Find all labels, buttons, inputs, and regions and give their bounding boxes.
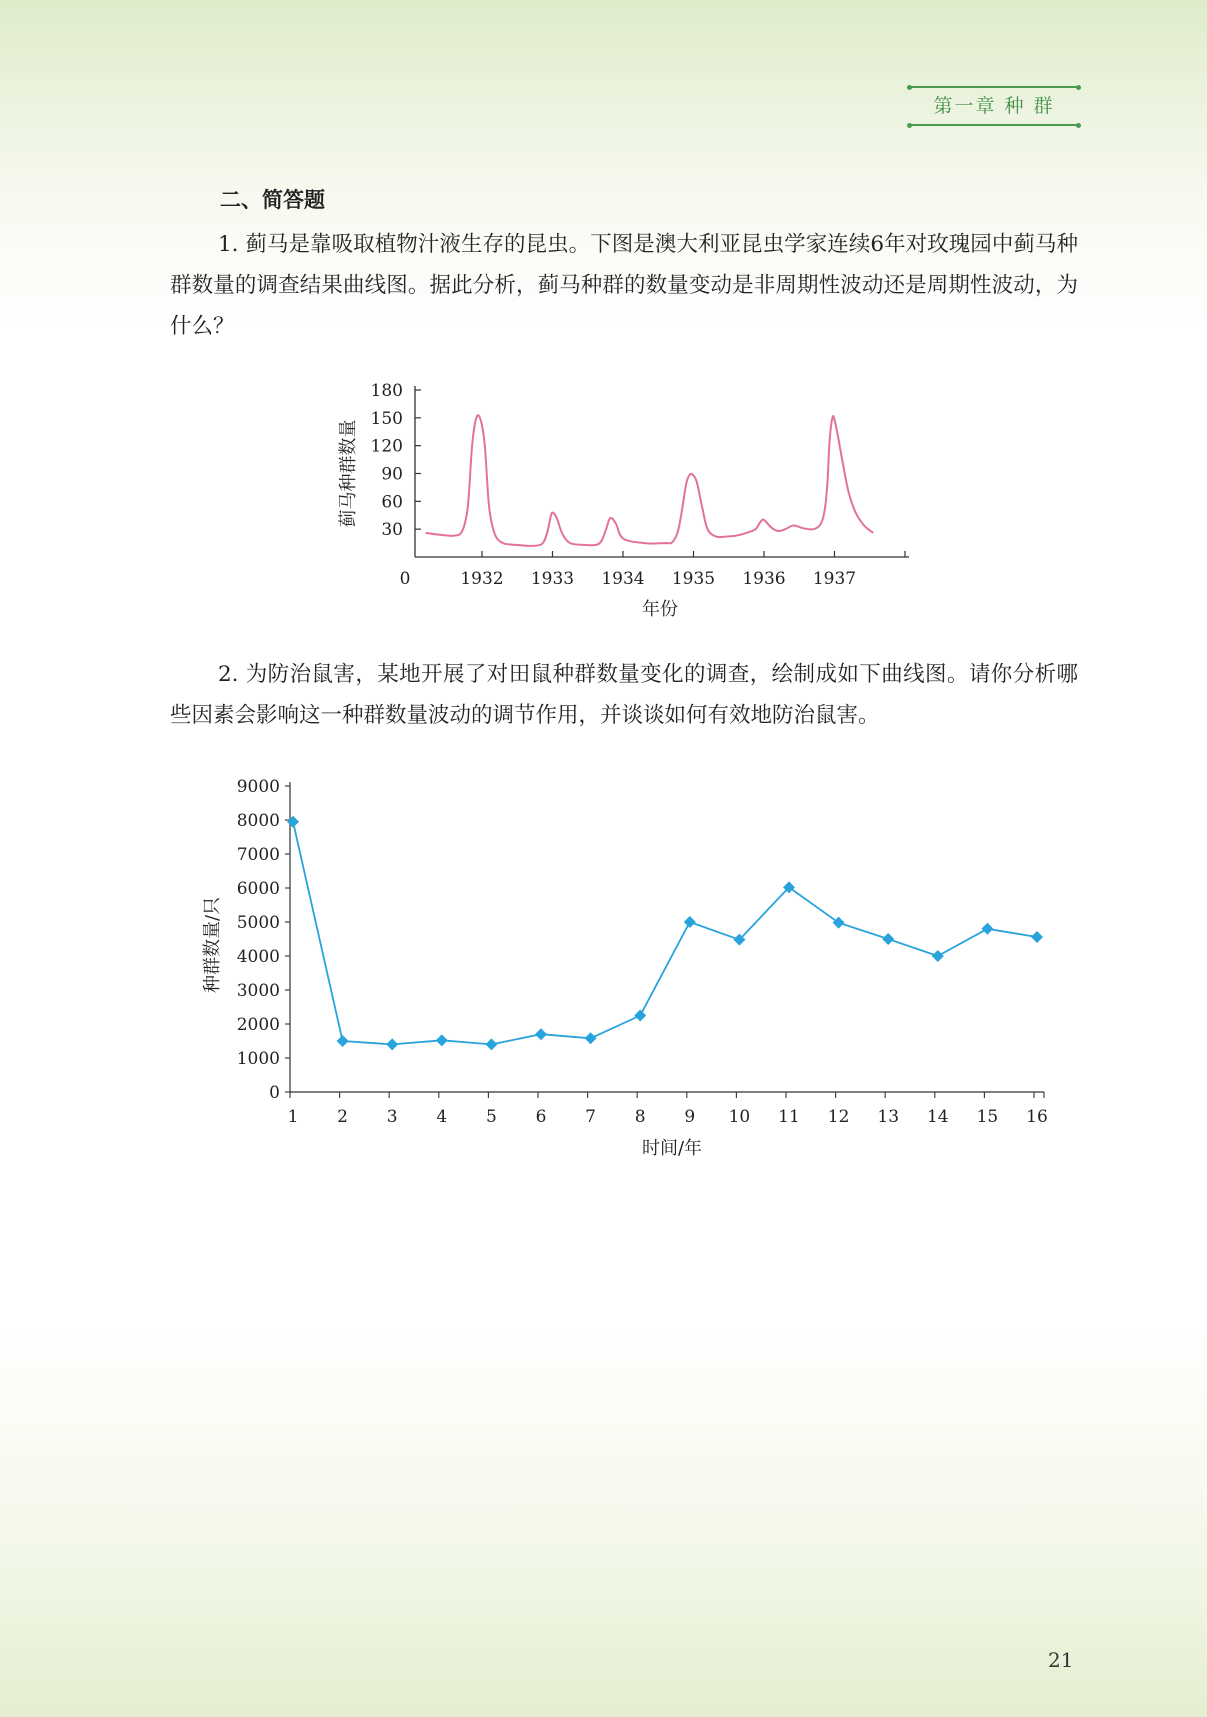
y-tick-label: 3000 — [236, 981, 280, 1001]
x-tick-label: 1933 — [530, 569, 575, 589]
data-point-marker — [634, 1010, 646, 1022]
y-tick-label: 2000 — [236, 1015, 280, 1035]
y-tick-label: 150 — [370, 408, 403, 429]
header-dot-icon — [1076, 123, 1081, 128]
x-tick-label: 5 — [485, 1107, 497, 1127]
population-line — [293, 822, 1037, 1045]
x-origin-label: 0 — [399, 569, 411, 589]
data-point-marker — [981, 923, 993, 935]
x-tick-label: 3 — [386, 1107, 398, 1127]
data-point-marker — [436, 1034, 448, 1046]
data-point-marker — [833, 917, 845, 929]
x-tick-label: 8 — [634, 1107, 646, 1127]
y-tick-label: 180 — [370, 381, 403, 401]
question-1 — [170, 224, 1078, 347]
population-curve — [426, 415, 874, 546]
y-axis-title: 蓟马种群数量 — [338, 419, 359, 528]
x-tick-label: 1934 — [601, 569, 645, 589]
x-tick-label: 6 — [535, 1107, 547, 1127]
data-point-marker — [585, 1032, 597, 1044]
data-point-marker — [287, 816, 299, 828]
question-2-text: 2. 为防治鼠害，某地开展了对田鼠种群数量变化的调查，绘制成如下曲线图。请你分析哪些因素会影响这一种群数量波动的调节作用，并谈谈如何有效地防治鼠害。 — [170, 662, 1078, 728]
y-axis-title: 种群数量/只 — [202, 896, 223, 994]
y-tick-label: 120 — [370, 436, 403, 457]
data-point-marker — [386, 1038, 398, 1050]
question-2 — [170, 654, 1078, 736]
y-tick-label: 9000 — [236, 777, 280, 797]
x-tick-label: 2 — [337, 1107, 349, 1127]
data-point-marker — [337, 1035, 349, 1047]
y-tick-label: 30 — [381, 520, 403, 541]
data-point-marker — [932, 950, 944, 962]
y-tick-label: 1000 — [236, 1049, 280, 1069]
y-tick-label: 5000 — [236, 913, 280, 933]
x-tick-label: 7 — [585, 1107, 597, 1127]
y-tick-label: 0 — [269, 1083, 280, 1103]
question-1-text: 1. 蓟马是靠吸取植物汁液生存的昆虫。下图是澳大利亚昆虫学家连续6年对玫瑰园中蓟马种群数量的调查结果曲线图。据此分析，蓟马种群的数量变动是非周期性波动还是周期性波动，为什么？ — [170, 232, 1078, 339]
header-dot-icon — [1076, 85, 1081, 90]
x-tick-label: 16 — [1026, 1107, 1048, 1127]
x-tick-label: 15 — [976, 1107, 999, 1127]
y-tick-label: 6000 — [236, 879, 280, 899]
y-tick-label: 90 — [381, 464, 403, 485]
data-point-marker — [485, 1038, 497, 1050]
page-number: 21 — [1048, 1648, 1074, 1672]
y-tick-label: 8000 — [236, 811, 280, 831]
chapter-header — [910, 86, 1078, 126]
x-tick-label: 1 — [287, 1107, 299, 1127]
x-tick-label: 1937 — [812, 569, 857, 589]
x-axis-title: 时间/年 — [641, 1138, 703, 1159]
x-tick-label: 11 — [778, 1107, 800, 1127]
chapter-title: 第一章 种 群 — [933, 95, 1055, 117]
data-point-marker — [1031, 931, 1043, 943]
x-tick-label: 4 — [436, 1107, 448, 1127]
data-point-marker — [882, 933, 894, 945]
x-tick-label: 9 — [684, 1107, 696, 1127]
x-tick-label: 10 — [728, 1107, 751, 1127]
x-tick-label: 13 — [877, 1107, 900, 1127]
y-tick-label: 60 — [381, 492, 403, 513]
x-tick-label: 14 — [926, 1107, 949, 1127]
x-tick-label: 1935 — [671, 569, 716, 589]
x-axis-title: 年份 — [642, 599, 678, 620]
vole-population-chart — [190, 770, 1070, 1170]
x-tick-label: 12 — [827, 1107, 850, 1127]
thrips-population-chart — [330, 372, 930, 622]
data-point-marker — [535, 1028, 547, 1040]
header-dot-icon — [907, 85, 912, 90]
x-tick-label: 1936 — [742, 569, 786, 589]
y-tick-label: 4000 — [236, 947, 280, 967]
header-dot-icon — [907, 123, 912, 128]
data-point-marker — [684, 916, 696, 928]
x-tick-label: 1932 — [460, 569, 504, 589]
y-tick-label: 7000 — [236, 845, 280, 865]
section-title: 二、简答题 — [220, 188, 325, 212]
